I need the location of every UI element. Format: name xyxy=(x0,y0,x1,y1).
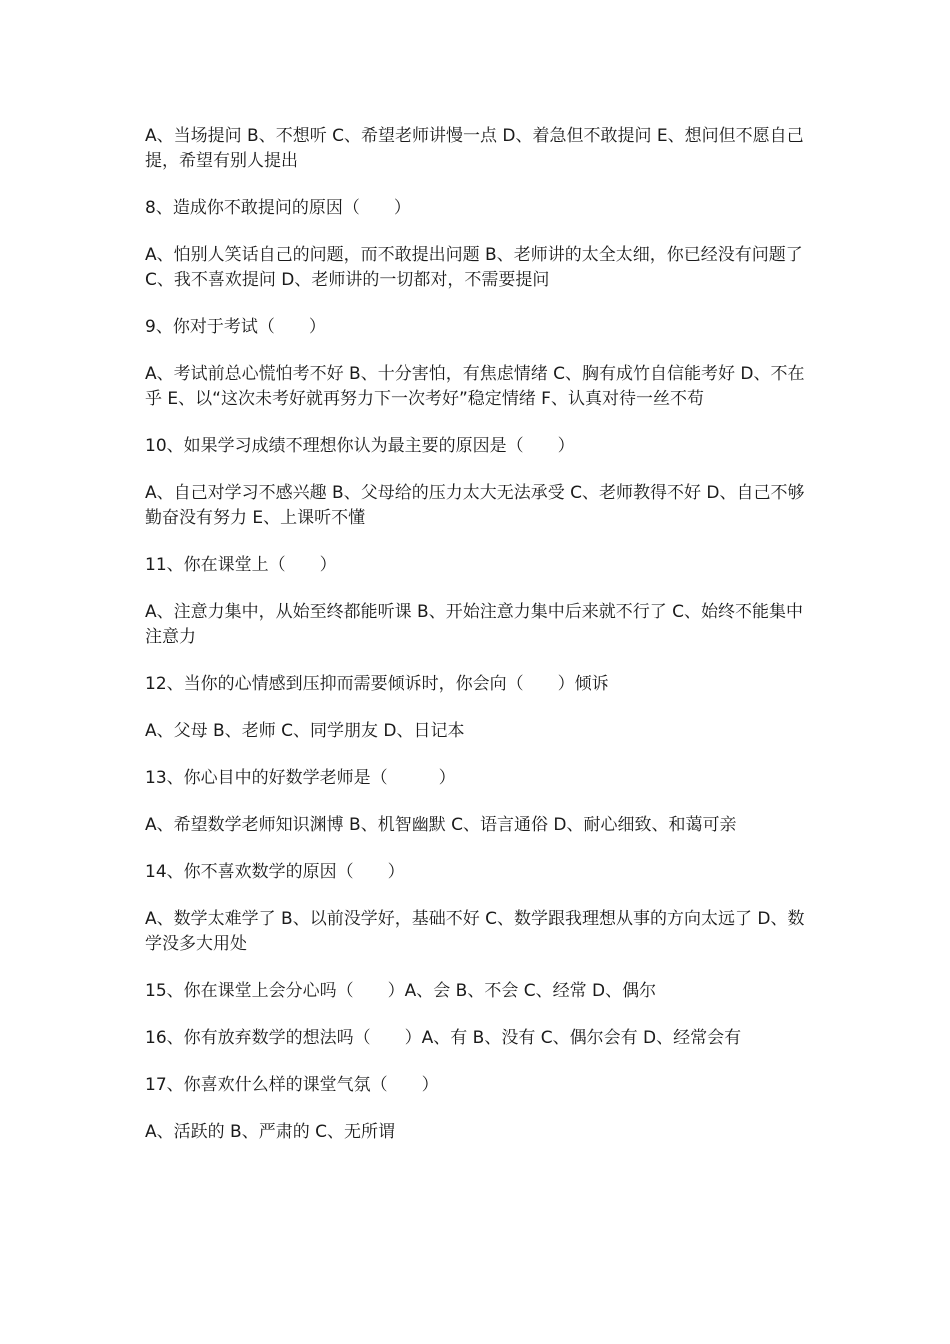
question-13: 13、你心目中的好数学老师是（ ） xyxy=(145,768,456,788)
answer-options-q10: A、自己对学习不感兴趣 B、父母给的压力太大无法承受 C、老师教得不好 D、自己不够勤奋没有努力 E、上课听不懂 xyxy=(145,483,805,528)
document-body xyxy=(145,124,810,1167)
answer-options-q12: A、父母 B、老师 C、同学朋友 D、日记本 xyxy=(145,721,465,741)
answer-options-q13: A、希望数学老师知识渊博 B、机智幽默 C、语言通俗 D、耐心细致、和蔼可亲 xyxy=(145,815,737,835)
answer-options-q11: A、注意力集中，从始至终都能听课 B、开始注意力集中后来就不行了 C、始终不能集中注意力 xyxy=(145,602,803,647)
question-12: 12、当你的心情感到压抑而需要倾诉时，你会向（ ）倾诉 xyxy=(145,674,609,694)
question-8: 8、造成你不敢提问的原因（ ） xyxy=(145,198,411,218)
question-15: 15、你在课堂上会分心吗（ ）A、会 B、不会 C、经常 D、偶尔 xyxy=(145,981,657,1001)
question-10: 10、如果学习成绩不理想你认为最主要的原因是（ ） xyxy=(145,436,575,456)
question-16: 16、你有放弃数学的想法吗（ ）A、有 B、没有 C、偶尔会有 D、经常会有 xyxy=(145,1028,742,1048)
question-11: 11、你在课堂上（ ） xyxy=(145,555,337,575)
question-17: 17、你喜欢什么样的课堂气氛（ ） xyxy=(145,1075,439,1095)
answer-options-q8: A、怕别人笑话自己的问题，而不敢提出问题 B、老师讲的太全太细，你已经没有问题了 C、我不喜欢提问 D、老师讲的一切都对，不需要提问 xyxy=(145,245,803,290)
question-9: 9、你对于考试（ ） xyxy=(145,317,326,337)
question-14: 14、你不喜欢数学的原因（ ） xyxy=(145,862,405,882)
answer-options-q17: A、活跃的 B、严肃的 C、无所谓 xyxy=(145,1122,395,1142)
answer-options-q7: A、当场提问 B、不想听 C、希望老师讲慢一点 D、着急但不敢提问 E、想问但不愿自己提，希望有别人提出 xyxy=(145,126,804,171)
answer-options-q9: A、考试前总心慌怕考不好 B、十分害怕，有焦虑情绪 C、胸有成竹自信能考好 D、不在乎 E、以“这次未考好就再努力下一次考好”稳定情绪 F、认真对待一丝不苟 xyxy=(145,364,805,409)
answer-options-q14: A、数学太难学了 B、以前没学好，基础不好 C、数学跟我理想从事的方向太远了 D、数学没多大用处 xyxy=(145,909,805,954)
